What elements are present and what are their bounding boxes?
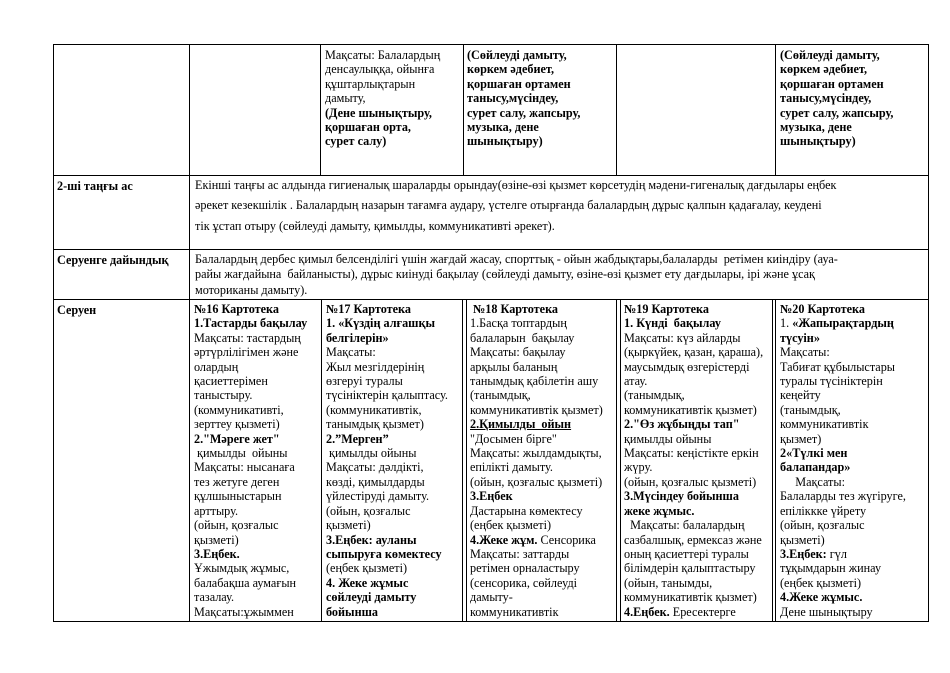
cell-line: сурет салу, жапсыру, bbox=[780, 105, 894, 120]
cell-line: (қыркүйек, қазан, қараша), bbox=[624, 345, 764, 360]
text-line: райы жағдайына байланысты), дұрыс киінуді бақылау (сөйлеуді дамыту, өзіне-өзі қызмет ету дағдылары, ірі және ұсақ bbox=[195, 267, 815, 282]
column-divider bbox=[463, 44, 464, 175]
cell-line: Жыл мезгілдерінің bbox=[326, 359, 425, 374]
cell-line: 2.”Мерген” bbox=[326, 431, 389, 446]
cell-line: тұқымдарын жинау bbox=[780, 561, 882, 576]
text-line: моториканы дамыту). bbox=[195, 282, 308, 297]
cell-line: 2«Түлкі мен bbox=[780, 446, 848, 461]
cell-line: (Дене шынықтыру, bbox=[325, 105, 432, 120]
cell-line: (сенсорика, сөйлеуді bbox=[470, 575, 578, 590]
cell-line: (коммуникативтік, bbox=[326, 402, 422, 417]
cell-line: маусымдық өзгерістерді bbox=[624, 359, 750, 374]
cell-line: денсаулыққа, ойынға bbox=[325, 62, 435, 77]
cell-line: қызметі) bbox=[326, 518, 371, 533]
column-divider bbox=[320, 44, 321, 175]
column-divider bbox=[321, 299, 322, 621]
cell-line: 1. «Күздің алғашқы bbox=[326, 316, 436, 331]
cell-line: 1. «Жапырақтардың bbox=[780, 316, 894, 331]
walk-preparation-text bbox=[195, 252, 927, 297]
cell-line: Мақсаты: балалардың bbox=[624, 518, 745, 533]
cell-line: Мақсаты: bbox=[326, 345, 376, 360]
cell-line: (Сөйлеуді дамыту, bbox=[780, 48, 880, 62]
table-border-top bbox=[53, 44, 929, 45]
row1-activities-cell-right bbox=[780, 48, 926, 149]
cell-line: қоршаған орта, bbox=[325, 120, 411, 135]
cell-line: "Досымен бірге" bbox=[470, 431, 557, 446]
cell-line: арттыру. bbox=[194, 503, 239, 518]
cell-line: сөйлеуді дамыту bbox=[326, 590, 417, 605]
cell-line: 2."Өз жұбыңды тап" bbox=[624, 417, 740, 432]
cell-line: Табиғат құбылыстары bbox=[780, 359, 895, 374]
row-divider bbox=[53, 175, 929, 176]
walk-preparation-label: Серуенге дайындық bbox=[57, 253, 169, 267]
cell-line: Мақсаты:ұжыммен bbox=[194, 604, 294, 619]
text-line: әрекет кезекшілік . Балалардың назарын тағамға аудару, үстелге отырғанда балалардың дұрыс қалпын қадағалау, кеудені bbox=[195, 198, 822, 213]
cell-line: сазбалшық, ермексаз және bbox=[624, 532, 762, 547]
cell-line: Ұжымдық жұмыс, bbox=[194, 561, 290, 576]
cell-line: қимылды ойыны bbox=[194, 446, 288, 461]
walk-card-19 bbox=[624, 302, 771, 620]
column-divider bbox=[189, 44, 190, 622]
cell-line: коммуникативтік қызмет) bbox=[624, 590, 757, 605]
cell-line: Мақсаты: күз айларды bbox=[624, 330, 741, 345]
cell-line: епілікті дамыту. bbox=[470, 460, 553, 475]
cell-line: 4.Жеке жұмыс. bbox=[780, 590, 863, 605]
cell-line: қоршаған ортамен bbox=[467, 76, 571, 91]
cell-line: (ойын, қозғалыс қызметі) bbox=[470, 474, 603, 489]
cell-line: Мақсаты: заттарды bbox=[470, 546, 570, 561]
cell-line: епіліккке үйрету bbox=[780, 503, 867, 518]
row1-goal-cell bbox=[325, 48, 461, 149]
cell-line: (танымдық, bbox=[470, 388, 531, 403]
cell-line: №16 Картотека bbox=[194, 302, 279, 316]
cell-line: дамыту- bbox=[470, 590, 513, 605]
row-divider bbox=[53, 299, 929, 300]
column-divider bbox=[466, 299, 467, 621]
cell-line: сурет салу) bbox=[325, 134, 387, 149]
cell-line: коммуникативтік қызмет) bbox=[624, 402, 757, 417]
cell-line: Мақсаты: жылдамдықты, bbox=[470, 446, 602, 461]
cell-line: көркем әдебиет, bbox=[780, 62, 867, 77]
cell-line: қимылды ойыны bbox=[624, 431, 712, 446]
cell-line: 3.Мүсіндеу бойынша bbox=[624, 489, 739, 504]
cell-line: қызметі) bbox=[780, 532, 825, 547]
cell-line: туралы түсініктерін bbox=[780, 374, 883, 389]
cell-line: Мақсаты: нысанаға bbox=[194, 460, 295, 475]
cell-line: 3.Еңбек bbox=[470, 489, 513, 504]
row1-activities-cell bbox=[467, 48, 615, 149]
cell-line: қимылды ойыны bbox=[326, 446, 417, 461]
cell-line: 3.Еңбек: ауланы bbox=[326, 532, 417, 547]
walk-label: Серуен bbox=[57, 303, 97, 317]
cell-line: оның қасиеттері туралы bbox=[624, 546, 749, 561]
walk-card-16 bbox=[194, 302, 320, 620]
cell-line: (ойын, қозғалыс bbox=[780, 518, 865, 533]
cell-line: танысу,мүсіндеу, bbox=[467, 91, 559, 106]
cell-line: балаларын бақылау bbox=[470, 330, 575, 345]
cell-line: 3.Еңбек: гүл bbox=[780, 546, 847, 561]
text-line: Балалардың дербес қимыл белсенділігі үшін жағдай жасау, спорттық - ойын жабдықтары,балаларды ретімен киіндіру (ауа- bbox=[195, 252, 838, 266]
cell-line: білімдерін қалыптастыру bbox=[624, 561, 756, 576]
cell-line: №18 Картотека bbox=[470, 302, 559, 316]
cell-line: №20 Картотека bbox=[780, 302, 865, 316]
cell-line: (ойын, қозғалыс bbox=[194, 518, 279, 533]
cell-line: коммуникативтік bbox=[780, 417, 869, 432]
cell-line: сыпыруға көмектесу bbox=[326, 546, 442, 561]
cell-line: 2."Мәреге жет" bbox=[194, 431, 280, 446]
cell-line: балапандар» bbox=[780, 460, 851, 475]
cell-line: (еңбек қызметі) bbox=[780, 575, 862, 590]
column-divider bbox=[775, 299, 776, 621]
cell-line: олардың bbox=[194, 359, 239, 374]
cell-line: танысу,мүсіндеу, bbox=[780, 91, 872, 106]
cell-line: №19 Картотека bbox=[624, 302, 709, 316]
cell-line: көзді, қимылдарды bbox=[326, 474, 425, 489]
cell-line: музыка, дене bbox=[780, 120, 852, 135]
cell-line: жеке жұмыс. bbox=[624, 503, 695, 518]
cell-line: 2.Қимылды ойын bbox=[470, 417, 572, 432]
cell-line: (танымдық, bbox=[624, 388, 685, 403]
cell-line: (танымдық, bbox=[780, 402, 841, 417]
cell-line: Мақсаты: бақылау bbox=[470, 345, 566, 360]
cell-line: (Сөйлеуді дамыту, bbox=[467, 48, 567, 62]
cell-line: (ойын, танымды, bbox=[624, 575, 713, 590]
cell-line: ретімен орналастыру bbox=[470, 561, 580, 576]
cell-line: Дастарына көмектесу bbox=[470, 503, 583, 518]
cell-line: шынықтыру) bbox=[467, 134, 543, 149]
walk-card-18 bbox=[470, 302, 615, 620]
cell-line: құштарлықтарын bbox=[325, 76, 416, 91]
cell-line: балабақша аумағын bbox=[194, 575, 297, 590]
cell-line: атау. bbox=[624, 374, 648, 389]
table-border-left bbox=[53, 44, 54, 622]
cell-line: Мақсаты: bbox=[780, 474, 845, 489]
cell-line: көркем әдебиет, bbox=[467, 62, 554, 77]
cell-line: тез жетуге деген bbox=[194, 474, 280, 489]
cell-line: зерттеу қызметі) bbox=[194, 417, 280, 432]
cell-line: (ойын, қозғалыс қызметі) bbox=[624, 474, 757, 489]
column-divider bbox=[462, 299, 463, 621]
cell-line: 4.Еңбек. Ересектерге bbox=[624, 604, 736, 619]
cell-line: қоршаған ортамен bbox=[780, 76, 884, 91]
cell-line: құлшыныстарын bbox=[194, 489, 282, 504]
cell-line: дамыту, bbox=[325, 91, 366, 106]
cell-line: Дене шынықтыру bbox=[780, 604, 873, 619]
cell-line: (еңбек қызметі) bbox=[470, 518, 552, 533]
cell-line: 1. Күнді бақылау bbox=[624, 316, 721, 331]
cell-line: музыка, дене bbox=[467, 120, 539, 135]
text-line: тік ұстап отыру (сөйлеуді дамыту, қимылды, коммуникативті әрекет). bbox=[195, 218, 555, 233]
cell-line: бойынша bbox=[326, 604, 378, 619]
cell-line: түсуін» bbox=[780, 330, 820, 345]
column-divider bbox=[775, 44, 776, 175]
cell-line: 4.Жеке жұм. Сенсорика bbox=[470, 532, 596, 547]
cell-line: 1.Тастарды бақылау bbox=[194, 316, 308, 331]
cell-line: таныстыру. bbox=[194, 388, 253, 403]
column-divider bbox=[616, 299, 617, 621]
schedule-table bbox=[53, 44, 929, 622]
cell-line: үйлестіруді дамыту. bbox=[326, 489, 430, 504]
cell-line: қасиеттерімен bbox=[194, 374, 268, 389]
walk-card-17 bbox=[326, 302, 460, 620]
cell-line: №17 Картотека bbox=[326, 302, 411, 316]
cell-line: танымдық қызмет) bbox=[326, 417, 424, 432]
cell-line: жүру. bbox=[624, 460, 653, 475]
cell-line: қызметі) bbox=[194, 532, 239, 547]
cell-line: Мақсаты: кеңістікте еркін bbox=[624, 446, 759, 461]
cell-line: әртүрлілігімен және bbox=[194, 345, 299, 360]
cell-line: қызмет) bbox=[780, 431, 822, 446]
cell-line: кеңейту bbox=[780, 388, 821, 403]
cell-line: шынықтыру) bbox=[780, 134, 856, 149]
cell-line: Мақсаты: тастардың bbox=[194, 330, 301, 345]
cell-line: сурет салу, жапсыру, bbox=[467, 105, 581, 120]
cell-line: тазалау. bbox=[194, 590, 235, 605]
cell-line: түсініктерін қалыптасу. bbox=[326, 388, 448, 403]
column-divider bbox=[616, 44, 617, 175]
table-border-right bbox=[928, 44, 929, 622]
cell-line: 3.Еңбек. bbox=[194, 546, 240, 561]
cell-line: 1.Басқа топтардың bbox=[470, 316, 567, 331]
cell-line: коммуникативтік қызмет) bbox=[470, 402, 603, 417]
cell-line: өзгеруі туралы bbox=[326, 374, 403, 389]
walk-card-20 bbox=[780, 302, 927, 620]
cell-line: Мақсаты: bbox=[780, 345, 830, 360]
cell-line: Мақсаты: дәлдікті, bbox=[326, 460, 424, 475]
cell-line: коммуникативтік bbox=[470, 604, 559, 619]
column-divider bbox=[620, 299, 621, 621]
cell-line: (ойын, қозғалыс bbox=[326, 503, 411, 518]
cell-line: (еңбек қызметі) bbox=[326, 561, 408, 576]
second-breakfast-label: 2-ші таңғы ас bbox=[57, 179, 133, 193]
column-divider bbox=[772, 299, 773, 621]
cell-line: 4. Жеке жұмыс bbox=[326, 575, 409, 590]
cell-line: Балаларды тез жүгіруге, bbox=[780, 489, 906, 504]
cell-line: танымдық қабілетін ашу bbox=[470, 374, 599, 389]
cell-line: Мақсаты: Балалардың bbox=[325, 48, 441, 62]
cell-line: белгілерін» bbox=[326, 330, 389, 345]
cell-line: арқылы баланың bbox=[470, 359, 558, 374]
second-breakfast-text bbox=[195, 178, 925, 233]
cell-line: (коммуникативті, bbox=[194, 402, 284, 417]
table-border-bottom bbox=[53, 621, 929, 622]
text-line: Екінші таңғы ас алдында гигиеналық шараларды орындау(өзіне-өзі қызмет көрсетудің мәдени-гигеналық дағдылары еңбек bbox=[195, 178, 837, 192]
row-divider bbox=[53, 249, 929, 250]
